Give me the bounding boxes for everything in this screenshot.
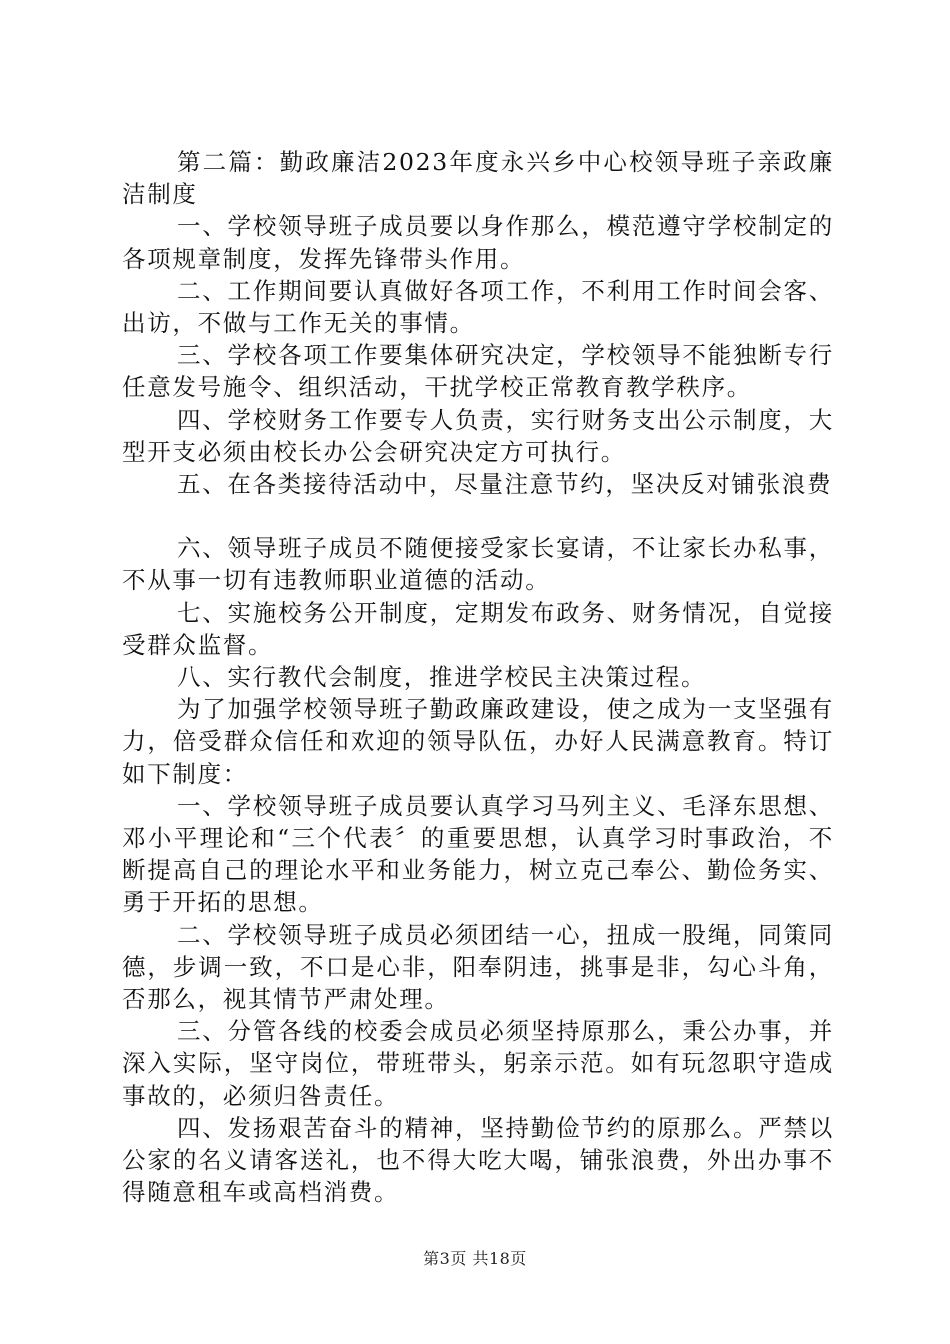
paragraph: 二、工作期间要认真做好各项工作，不利用工作时间会客、出访，不做与工作无关的事情。 (122, 276, 834, 338)
paragraph: 一、学校领导班子成员要以身作那么，模范遵守学校制定的各项规章制度，发挥先锋带头作用。 (122, 212, 834, 273)
paragraph: 三、分管各线的校委会成员必须坚持原那么，秉公办事，并深入实际，坚守岗位，带班带头，躬亲示范。如有玩忽职守造成事故的，必须归咎责任。 (122, 1017, 834, 1110)
paragraph: 六、领导班子成员不随便接受家长宴请，不让家长办私事，不从事一切有违教师职业道德的活动。 (122, 534, 834, 595)
section-title: 第二篇：勤政廉洁2023年度永兴乡中心校领导班子亲政廉洁制度 (122, 148, 834, 209)
paragraph: 一、学校领导班子成员要认真学习马列主义、毛泽东思想、邓小平理论和“三个代表〞的重要思想，认真学习时事政治，不断提高自己的理论水平和业务能力，树立克己奉公、勤俭务实、勇于开拓的思想。 (122, 791, 834, 917)
page-number-footer: 第3页 共18页 (423, 1249, 527, 1268)
paragraph: 三、学校各项工作要集体研究决定，学校领导不能独断专行任意发号施令、组织活动，干扰学校正常教育教学秩序。 (122, 341, 834, 402)
document-body (122, 146, 834, 1209)
paragraph: 八、实行教代会制度，推进学校民主决策过程。 (177, 663, 707, 692)
paragraph: 四、学校财务工作要专人负责，实行财务支出公示制度，大型开支必须由校长办公会研究决定方可执行。 (122, 405, 834, 466)
paragraph: 五、在各类接待活动中，尽量注意节约，坚决反对铺张浪费 (177, 470, 833, 499)
paragraph: 四、发扬艰苦奋斗的精神，坚持勤俭节约的原那么。严禁以公家的名义请客送礼，也不得大吃大喝，铺张浪费，外出办事不得随意租车或高档消费。 (122, 1113, 834, 1207)
paragraph: 为了加强学校领导班子勤政廉政建设，使之成为一支坚强有力，倍受群众信任和欢迎的领导队伍，办好人民满意教育。特订如下制度： (122, 695, 834, 788)
paragraph: 二、学校领导班子成员必须团结一心，扭成一股绳，同策同德，步调一致，不口是心非，阳奉阴违，挑事是非，勾心斗角，否那么，视其情节严肃处理。 (122, 920, 834, 1014)
paragraph: 七、实施校务公开制度，定期发布政务、财务情况，自觉接受群众监督。 (122, 598, 834, 659)
